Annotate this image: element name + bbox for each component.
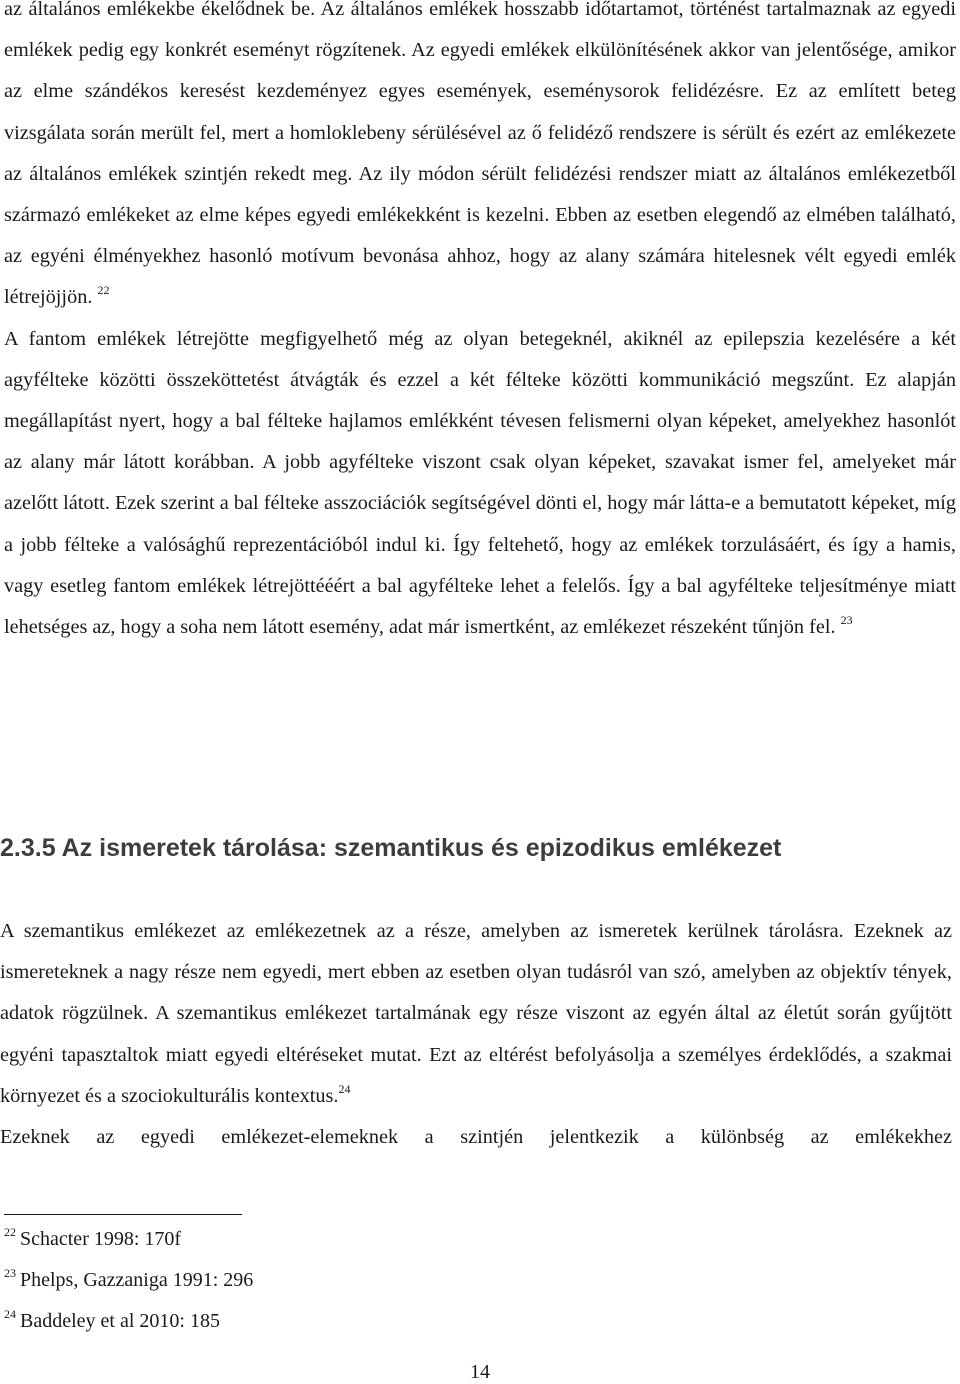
footnote-divider [4,1214,242,1215]
paragraph-text: A szemantikus emlékezet az emlékezetnek az a része, amelyben az ismeretek kerülnek tárolásra. Ezeknek az ismereteknek a nagy része nem egyedi, mert ebben az esetben olyan tudásról van szó, amelyben az objektív tények, adatok rögzülnek. A szemantikus emlékezet tartalmának egy része viszont az egyén által az életút során gyűjtött egyéni tapasztaltok miatt egyedi eltéréseket mutat. Ezt az eltérést befolyásolja a személyes érdeklődés, a szakmai környezet és a szociokulturális kontextus. [0,920,952,1107]
footnote-item [4,1219,604,1260]
section-semantic-memory [0,911,952,1158]
paragraph-text: A fantom emlékek létrejötte megfigyelhető még az olyan betegeknél, akiknél az epilepszia kezelésére a két agyféltekе közötti összeköttetést átvágták és ezzel a két félteke közötti kommunikáció megszűnt. Ez alapján megállapítást nyert, hogy a bal félteke hajlamos emlékként tévesen felismerni olyan képeket, amelyekhez hasonlót az alany már látott korábban. A jobb agyfélteke viszont csak olyan képeket, szavakat ismer fel, amelyeket már azelőtt látott. Ezek szerint a bal félteke asszociációk segítségével dönti el, hogy már látta-e a bemutatott képeket, míg a jobb félteke a valósághű reprezentációból indul ki. Így feltehető, hogy az emlékek torzulásáért, és így a hamis, vagy esetleg fantom emlékek létrejöttééért a bal agyfélteke lehet a felelős. Így a bal agyfélteke teljesítménye miatt lehetséges az, hogy a soha nem látott esemény, adat már ismertként, az emlékezet részeként tűnjön fel. [4,327,956,639]
paragraph-continued [0,1117,952,1158]
footnote-number: 24 [4,1307,16,1321]
footnote-item [4,1260,604,1301]
footnote-ref-24[interactable]: 24 [338,1081,351,1096]
paragraph-text: Ezeknek az egyedi emlékezet-elemeknek a szintjén jelentkezik a különbség az emlékekhez [0,1126,952,1149]
section-heading: 2.3.5 Az ismeretek tárolása: szemantikus és epizodikus emlékezet [0,834,782,862]
footnote-item [4,1301,604,1342]
footnotes [4,1219,604,1342]
footnote-text: Phelps, Gazzaniga 1991: 296 [20,1269,254,1291]
footnote-text: Baddeley et al 2010: 185 [20,1310,220,1332]
footnote-text: Schacter 1998: 170f [20,1228,182,1250]
document-page [4,0,956,648]
footnote-ref-23[interactable]: 23 [840,613,853,628]
footnote-number: 23 [4,1266,16,1280]
footnote-number: 22 [4,1225,16,1239]
footnote-ref-22[interactable]: 22 [97,283,110,298]
paragraph-memory-recall [4,0,956,319]
paragraph-semantic-memory [0,911,952,1117]
page-number: 14 [470,1361,490,1383]
paragraph-text: az általános emlékekbe ékelődnek be. Az általános emlékek hosszabb időtartamot, történést tartalmaznak az egyedi emlékek pedig egy konkrét eseményt rögzítenek. Az egyedi emlékek elkülönítésének akkor van jelentősége, amikor az elme szándékos keresést kezdeményez egyes események, eseménysorok felidézésre. Ez az említett beteg vizsgálata során merült fel, mert a homloklebeny sérülésével az ő felidéző rendszere is sérült és ezért az emlékezete az általános emlékek szintjén rekedt meg. Az ily módon sérült felidézési rendszer miatt az általános emlékezetből származó emlékeket az elme képes egyedi emlékekként is kezelni. Ebben az esetben elegendő az elmében található, az egyéni élményekhez hasonló motívum bevonása ahhoz, hogy az alany számára hitelesnek vélt egyedi emlék létrejöjjön. [4,0,956,309]
paragraph-phantom-memories [4,319,956,649]
